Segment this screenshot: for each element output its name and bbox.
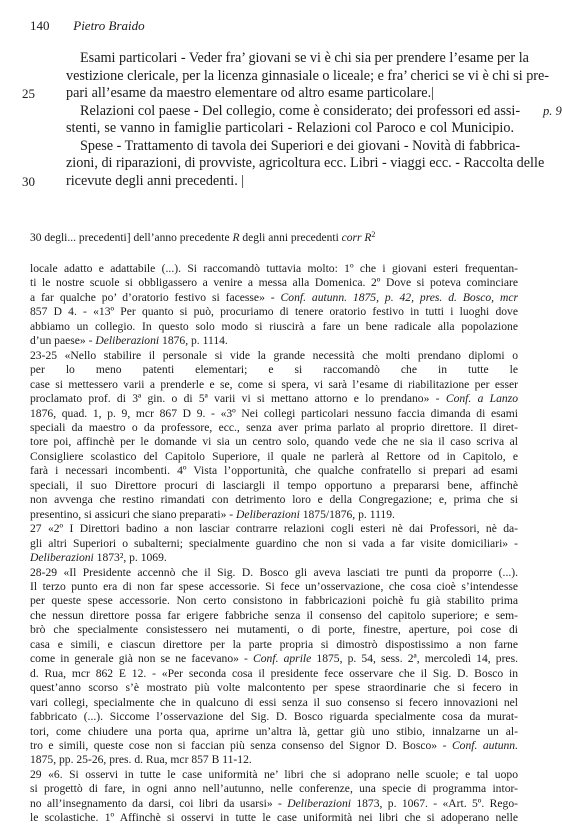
running-head-author: Pietro Braido [73,18,145,33]
line-text: ricevute degli anni precedenti. | [66,172,245,189]
main-text-line [66,120,514,138]
margin-page-ref: p. 9 [543,103,562,118]
line-text: pari all’esame da maestro elementare od altro esame particolare.| [66,85,434,101]
note-line: 29 «6. Si osservi in tutte le case uniformità ne’ libri che si adoprano nelle scuole; e tal uopo [30,767,518,781]
note-line: che nessun direttore possa far erigere fabbriche senza il consenso del capitolo superiore; e sem- [30,608,518,622]
note-line: ti le nostre scuole si obbligassero a venire a messa alla Domenica. 2º Dove si poteva cominciare [30,276,518,290]
page-number: 140 [30,18,50,33]
line-text: vestizione clericale, per la licenza ginnasiale o liceale; e fra’ cherici se vi è chi si pre- [66,67,550,84]
line-text: Relazioni col paese - Del collegio, come è considerato; dei professori ed assi- [80,102,521,119]
apparatus-text: degli anni precedenti [239,232,342,244]
main-text-line [66,155,545,173]
note-line: 28-29 «Il Presidente accennò che il Sig. D. Bosco gli aveva lasciati tre punti da proporre (...). [30,565,518,579]
apparatus-siglum: R [232,232,240,244]
note-line: casa e simili, e ciascun direttore per la parte propria si dimostrò dispostissimo a non farne [30,637,518,651]
note-line: 23-25 «Nello stabilire il personale si vide la grande necessità che molti prendano diplomi o [30,348,518,362]
note-line: Deliberazioni 1873², p. 1069. [30,551,167,565]
note-line: proclamato prof. di 3ª gin. o di 5ª varii vi si mettano attorno e lo prendano» - Conf. a Lanzo [30,392,519,406]
note-line: speciali da maestro o da professore, ecc., senza aver prima parlato al proprio direttore. Il diret- [30,420,518,434]
note-line: tro e simili, queste cose non si faccian più senza consenso del Signor D. Bosco» - Conf. autunn. [30,738,518,752]
note-line: tori, come chiudere una porta qua, aprirne un’altra là, gettar giù uno stibio, innalzarne un al- [30,724,518,738]
line-text: stenti, se vanno in famiglie particolari - Relazioni col Paroco e col Municipio. [66,120,514,136]
apparatus-corr: corr [341,232,362,244]
apparatus-text: 30 degli... precedenti] dell’anno precedente [30,232,233,244]
line-number: 30 [22,173,35,189]
apparatus-siglum: R [361,232,372,244]
note-line: gli altri Superiori o subalterni; specialmente guardino che non si vada a far visite domiciliari» - [30,536,518,550]
note-line: fabbricato (...). Siccome l’osservazione del Sig. D. Bosco riguarda specialmente cosa da murat- [30,710,518,724]
note-line: come in generale già non se ne facevano» - Conf. aprile 1875, p. 54, sess. 2ª, mercoledì 14, pres. [30,652,518,666]
apparatus-superscript: 2 [371,230,376,239]
note-line: d. Rua, mcr 862 E 12. - «Per seconda cosa il presidente fece osservare che il Sig. D. Bosco in [30,666,518,680]
note-line: farà i necessari incombenti. 4º Vista l’opportunità, che qualche confratello si prepari ad esami [30,464,518,478]
main-text-line [66,102,562,121]
note-line: non avvenga che restino rimandati con detrimento loro e della Congregazione; e, prima che si [30,493,518,507]
critical-apparatus [30,232,375,244]
note-line: abbiamo un collegio. In questo solo modo si riuscirà a fare un bene radicale alla popolazione [30,319,518,333]
line-number: 25 [22,86,35,101]
note-line: per lo meno patenti elementari; e si raccomandò che in tutte le [30,363,518,377]
note-line: quest’anno scorso s’è mostrato più volte malcontento per spese straordinarie che si fecero in [30,681,518,695]
note-line: brò che specialmente consistessero nei mutamenti, o di porte, finestre, aperture, poi cose di [30,623,518,637]
note-line: Consigliere scolastico del Capitolo Superiore, il quale ne parlerà al Rettore od in Capitolo, e [30,449,518,463]
note-line: si progettò di fare, in ogni anno nell’autunno, nelle conferenze, una specie di programma intor- [30,782,518,796]
main-text-line [66,67,550,86]
commentary-notes [30,262,518,826]
note-line: d’un paese» - Deliberazioni 1876, p. 1114. [30,334,228,348]
note-line: a far qualche po’ d’oratorio festivo si facesse» - Conf. autunn. 1875, p. 42, pres. d. Bosco, mcr [30,290,518,304]
note-line: no all’insegnamento da darsi, coi libri da usarsi» - Deliberazioni 1873, p. 1067. - «Art. 5º. Rego- [30,796,518,810]
note-line: 27 «2º I Direttori badino a non lasciar contrarre relazioni cogli esteri nè dai Professori, nè da- [30,522,518,536]
main-text-line [66,50,529,68]
note-line: presentino, si assicuri che siano preparati» - Deliberazioni 1875/1876, p. 1119. [30,507,395,521]
note-line: Il terzo punto era di non far spese accessorie. Si fece un’osservazione, che cosa cioè s’intendesse [30,579,518,593]
line-text: Spese - Trattamento di tavola dei Superiori e dei giovani - Novità di fabbrica- [80,137,521,154]
main-text-line [66,137,521,156]
main-text [22,50,562,190]
note-line: tore poi, affinchè per le domande vi sia un centro solo, quando vede che ne sia il caso scriva al [30,435,518,449]
note-line: 1875, pp. 25-26, pres. d. Rua, mcr 857 B 11-12. [30,753,252,767]
main-text-line [22,172,514,191]
note-line: case si mettessero varii a prenderle e se, come si spera, vi sarà l’esame di riabilitazione per esser [30,377,518,391]
note-line: 857 D 4. - «13º Per quanto si può, procuriamo di tenere oratorio festivo in tutti i luoghi dove [30,305,518,319]
note-line: vari collegi, specialmente che in qualcuno di essi senza il suo consenso si fecero innovazioni nel [30,695,518,709]
note-line: per queste spese accessorie. Non certo consistono in fabbricazioni poichè fu già stabilito prima [30,594,518,608]
note-line: speciali, il suo Direttore procuri di lasciargli il tempo opportuno a prepararsi bene, affinchè [30,478,518,492]
note-line: le scolastiche. 1º Affinchè si osservi in tutte le case uniformità nei libri che si adoperano nelle [30,811,518,825]
main-text-line [22,85,514,103]
line-text: Esami particolari - Veder fra’ giovani se vi è chi sia per prendere l’esame per la [80,50,529,66]
running-header [30,18,145,34]
line-text: zioni, di riparazioni, di provviste, agricoltura ecc. Libri - viaggi ecc. - Raccolta delle [66,155,545,171]
note-line: 1876, quad. 1, p. 9, mcr 867 D 9. - «3º Nei collegi particolari nessuno faccia dimanda di esami [30,406,518,420]
note-line: locale adatto e adattabile (...). Si raccomandò tuttavia molto: 1º che i giovani esteri frequentan- [30,262,518,275]
